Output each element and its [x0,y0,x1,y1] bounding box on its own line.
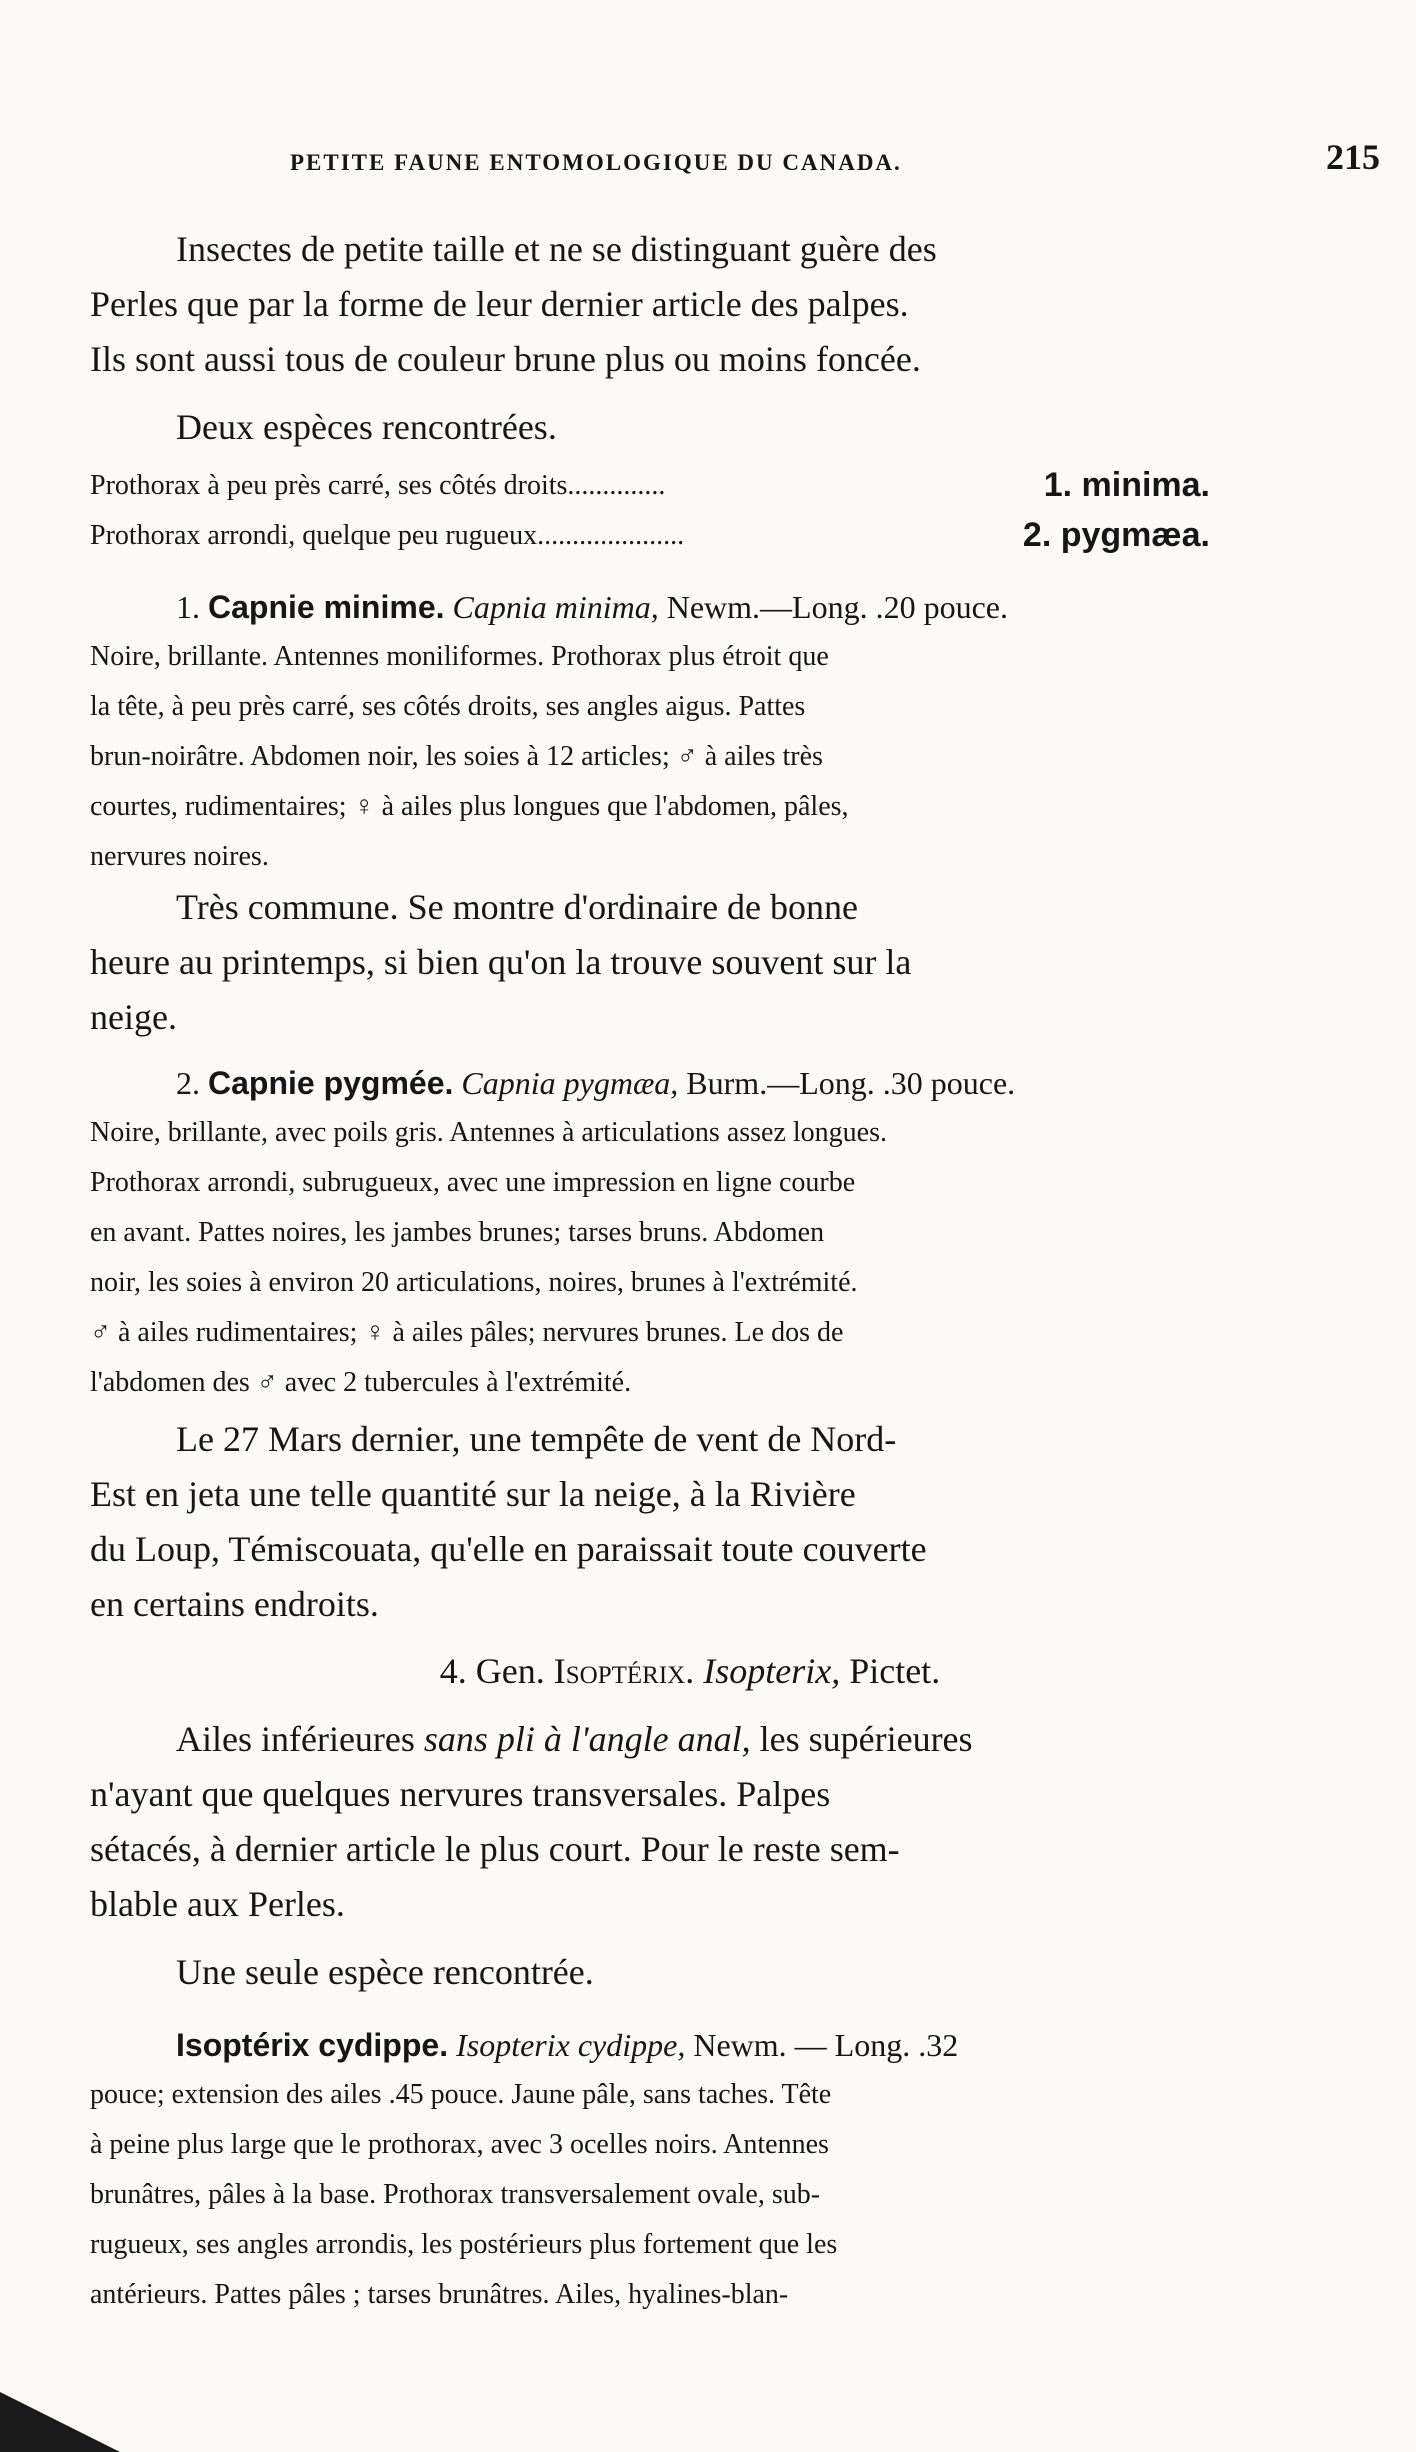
text-line: courtes, rudimentaires; ♀ à ailes plus longues que l'abdomen, pâles, [90,791,849,822]
text-line: Noire, brillante, avec poils gris. Antennes à articulations assez longues. [90,1117,888,1148]
text-line: Insectes de petite taille et ne se distinguant guère des [176,229,937,269]
key-row [90,466,1210,520]
text-line: la tête, à peu près carré, ses côtés droits, ses angles aigus. Pattes [90,691,806,722]
text-line: du Loup, Témiscouata, qu'elle en paraissait toute couverte [90,1529,927,1569]
latin-name: Capnia pygmæa, [461,1065,679,1101]
text-line: pouce; extension des ailes .45 pouce. Jaune pâle, sans taches. Tête [90,2079,832,2110]
author-length: Newm.—Long. .20 pouce. [666,589,1008,625]
genus-author: Pictet. [849,1651,941,1691]
text-line: Le 27 Mars dernier, une tempête de vent de Nord- [176,1419,897,1459]
text-line: heure au printemps, si bien qu'on la trouve souvent sur la [90,942,912,982]
species-heading [90,2020,1290,2070]
species-number: 1. [176,589,200,625]
intro-paragraph [90,222,1290,387]
text-span: les supérieures [759,1719,973,1759]
species-entry-2 [90,1058,1290,1408]
genus-prefix: 4. Gen. [439,1651,545,1691]
book-page [90,0,1380,2452]
author-length: Burm.—Long. .30 pouce. [686,1065,1016,1101]
genus-species-count [90,1945,1290,2000]
species-name: Isoptérix cydippe. [176,2027,449,2063]
text-line: brunâtres, pâles à la base. Prothorax transversalement ovale, sub- [90,2179,821,2210]
species-heading [90,1058,1290,1108]
text-line: rugueux, ses angles arrondis, les postérieurs plus fortement que les [90,2229,838,2260]
text-line: brun-noirâtre. Abdomen noir, les soies à 12 articles; ♂ à ailes très [90,741,823,772]
text-span: Ailes inférieures [176,1719,415,1759]
species-entry-3 [90,2020,1290,2320]
page-shadow [0,2392,120,2452]
text-line: Noire, brillante. Antennes moniliformes. Prothorax plus étroit que [90,641,829,672]
latin-name: Isopterix cydippe, [456,2027,686,2063]
text-line: n'ayant que quelques nervures transversales. Palpes [90,1774,831,1814]
species-count [90,400,1290,455]
species1-note [90,880,1290,1045]
running-title: PETITE FAUNE ENTOMOLOGIQUE DU CANADA. [290,150,902,175]
key-text: Prothorax à peu près carré, ses côtés droits.............. [90,470,666,501]
key-result: 1. minima. [1043,466,1210,504]
key-text: Prothorax arrondi, quelque peu rugueux..................... [90,520,685,551]
species-name: Capnie pygmée. [208,1065,454,1101]
author-length: Newm. — Long. .32 [693,2027,959,2063]
latin-name: Capnia minima, [452,589,659,625]
text-line: Est en jeta une telle quantité sur la neige, à la Rivière [90,1474,856,1514]
page-header [290,136,1380,186]
genus-description [90,1712,1290,1932]
text-line: noir, les soies à environ 20 articulations, noires, brunes à l'extrémité. [90,1267,858,1298]
text-line: en certains endroits. [90,1584,379,1624]
species-entry-1 [90,582,1290,882]
text-line: en avant. Pattes noires, les jambes brunes; tarses bruns. Abdomen [90,1217,825,1248]
text-line [90,1712,1290,1767]
key-row [90,516,1210,570]
text-line: Très commune. Se montre d'ordinaire de bonne [176,887,859,927]
species-number: 2. [176,1065,200,1101]
species-name: Capnie minime. [208,589,445,625]
text-line: sétacés, à dernier article le plus court. Pour le reste sem- [90,1829,900,1869]
text-line: Deux espèces rencontrées. [176,407,557,447]
text-line: nervures noires. [90,841,269,872]
text-line: neige. [90,997,177,1037]
text-line: à peine plus large que le prothorax, avec 3 ocelles noirs. Antennes [90,2129,829,2160]
text-line: Une seule espèce rencontrée. [176,1952,594,1992]
text-line: Ils sont aussi tous de couleur brune plus ou moins foncée. [90,339,921,379]
key-result: 2. pygmæa. [1022,516,1210,554]
species2-note [90,1412,1290,1632]
text-line: antérieurs. Pattes pâles ; tarses brunâtres. Ailes, hyalines-blan- [90,2279,789,2310]
text-line: Perles que par la forme de leur dernier article des palpes. [90,284,909,324]
text-line: Prothorax arrondi, subrugueux, avec une impression en ligne courbe [90,1167,856,1198]
genus-latin: Isopterix, [703,1651,841,1691]
genus-name: Isoptérix. [553,1651,695,1691]
species-heading [90,582,1290,632]
genus-heading [90,1650,1290,1692]
text-line: blable aux Perles. [90,1884,345,1924]
text-line: l'abdomen des ♂ avec 2 tubercules à l'extrémité. [90,1367,632,1398]
italic-span: sans pli à l'angle anal, [423,1719,751,1759]
page-number: 215 [1326,137,1380,177]
text-line: ♂ à ailes rudimentaires; ♀ à ailes pâles; nervures brunes. Le dos de [90,1317,844,1348]
